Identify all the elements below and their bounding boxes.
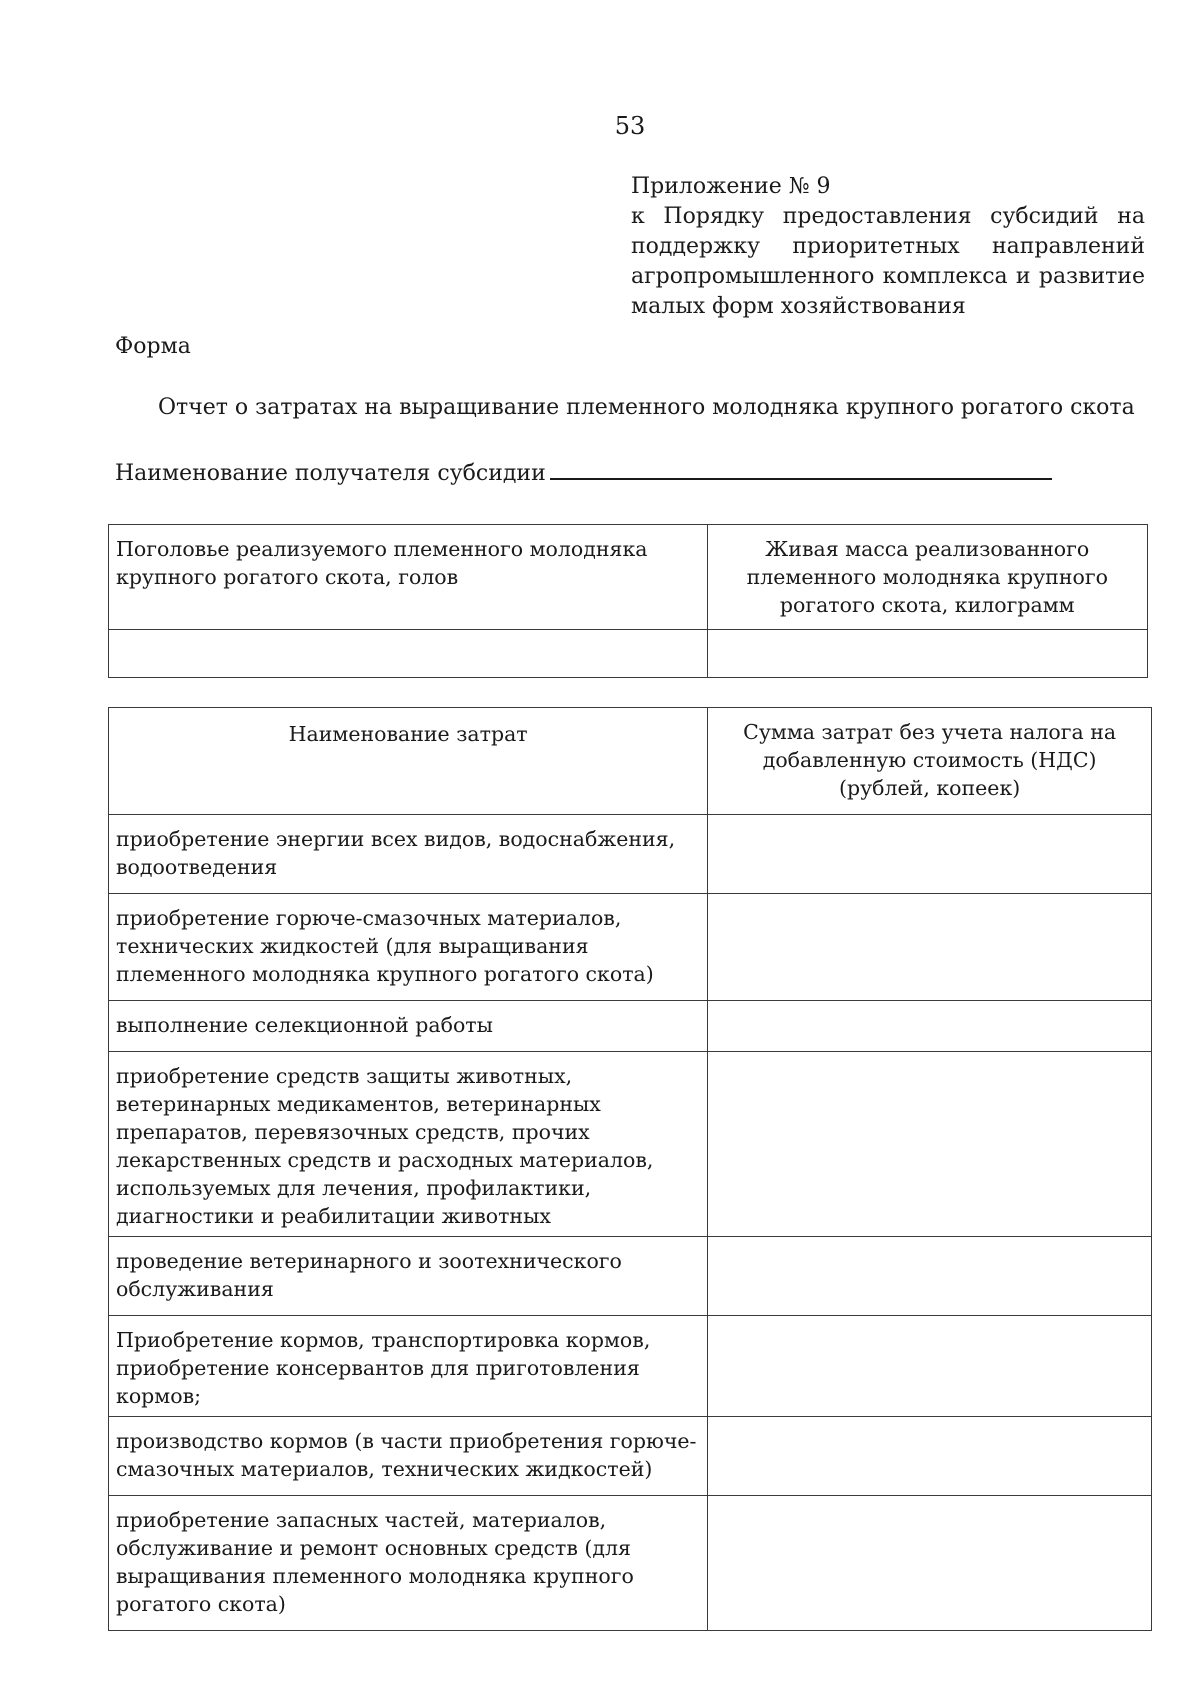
table-row — [109, 1052, 1152, 1237]
header-head-count: Поголовье реализуемого племенного молодняка крупного рогатого скота, голов — [109, 525, 708, 630]
cell-head-count-value[interactable] — [109, 630, 708, 678]
cost-name-cell: приобретение запасных частей, материалов, обслуживание и ремонт основных средств (для выращивания племенного молодняка крупного рогатого скота) — [109, 1496, 708, 1631]
table-header-row — [109, 708, 1152, 815]
cost-sum-cell[interactable] — [708, 1237, 1152, 1316]
appendix-block — [631, 172, 1145, 322]
cost-sum-cell[interactable] — [708, 1001, 1152, 1052]
table-row — [109, 815, 1152, 894]
recipient-field — [115, 456, 1052, 486]
appendix-title: Приложение № 9 — [631, 174, 831, 199]
cost-name-cell: производство кормов (в части приобретения горюче-смазочных материалов, технических жидкостей) — [109, 1417, 708, 1496]
table-row — [109, 1237, 1152, 1316]
table-row — [109, 1417, 1152, 1496]
recipient-blank-line[interactable] — [550, 456, 1052, 480]
cost-name-cell: приобретение горюче-смазочных материалов, технических жидкостей (для выращивания племенного молодняка крупного рогатого скота) — [109, 894, 708, 1001]
table-header-row — [109, 525, 1148, 630]
header-cost-name: Наименование затрат — [109, 708, 708, 815]
cost-sum-cell[interactable] — [708, 815, 1152, 894]
cell-live-weight-value[interactable] — [707, 630, 1148, 678]
cost-name-cell: выполнение селекционной работы — [109, 1001, 708, 1052]
report-title: Отчет о затратах на выращивание племенного молодняка крупного рогатого скота — [158, 395, 1135, 420]
cost-name-cell: приобретение энергии всех видов, водоснабжения, водоотведения — [109, 815, 708, 894]
appendix-body: к Порядку предоставления субсидий на поддержку приоритетных направлений агропромышленного комплекса и развитие малых форм хозяйствования — [631, 204, 1145, 319]
form-label: Форма — [115, 334, 191, 359]
cost-sum-cell[interactable] — [708, 1316, 1152, 1417]
table-row — [109, 1001, 1152, 1052]
cost-name-cell: Приобретение кормов, транспортировка кормов, приобретение консервантов для приготовления кормов; — [109, 1316, 708, 1417]
cost-name-cell: проведение ветеринарного и зоотехнического обслуживания — [109, 1237, 708, 1316]
recipient-label: Наименование получателя субсидии — [115, 461, 546, 486]
table-row — [109, 1496, 1152, 1631]
header-cost-sum: Сумма затрат без учета налога на добавленную стоимость (НДС) (рублей, копеек) — [708, 708, 1152, 815]
cost-name-cell: приобретение средств защиты животных, ветеринарных медикаментов, ветеринарных препаратов, перевязочных средств, прочих лекарственных средств и расходных материалов, используемых для лечения, профилактики, диагностики и реабилитации животных — [109, 1052, 708, 1237]
page-number: 53 — [614, 112, 646, 140]
cost-sum-cell[interactable] — [708, 894, 1152, 1001]
cost-sum-cell[interactable] — [708, 1417, 1152, 1496]
cost-sum-cell[interactable] — [708, 1052, 1152, 1237]
header-live-weight: Живая масса реализованного племенного молодняка крупного рогатого скота, килограмм — [707, 525, 1148, 630]
table-row — [109, 1316, 1152, 1417]
livestock-table — [108, 524, 1148, 678]
costs-table — [108, 707, 1152, 1631]
cost-sum-cell[interactable] — [708, 1496, 1152, 1631]
table-row — [109, 894, 1152, 1001]
table-row — [109, 630, 1148, 678]
